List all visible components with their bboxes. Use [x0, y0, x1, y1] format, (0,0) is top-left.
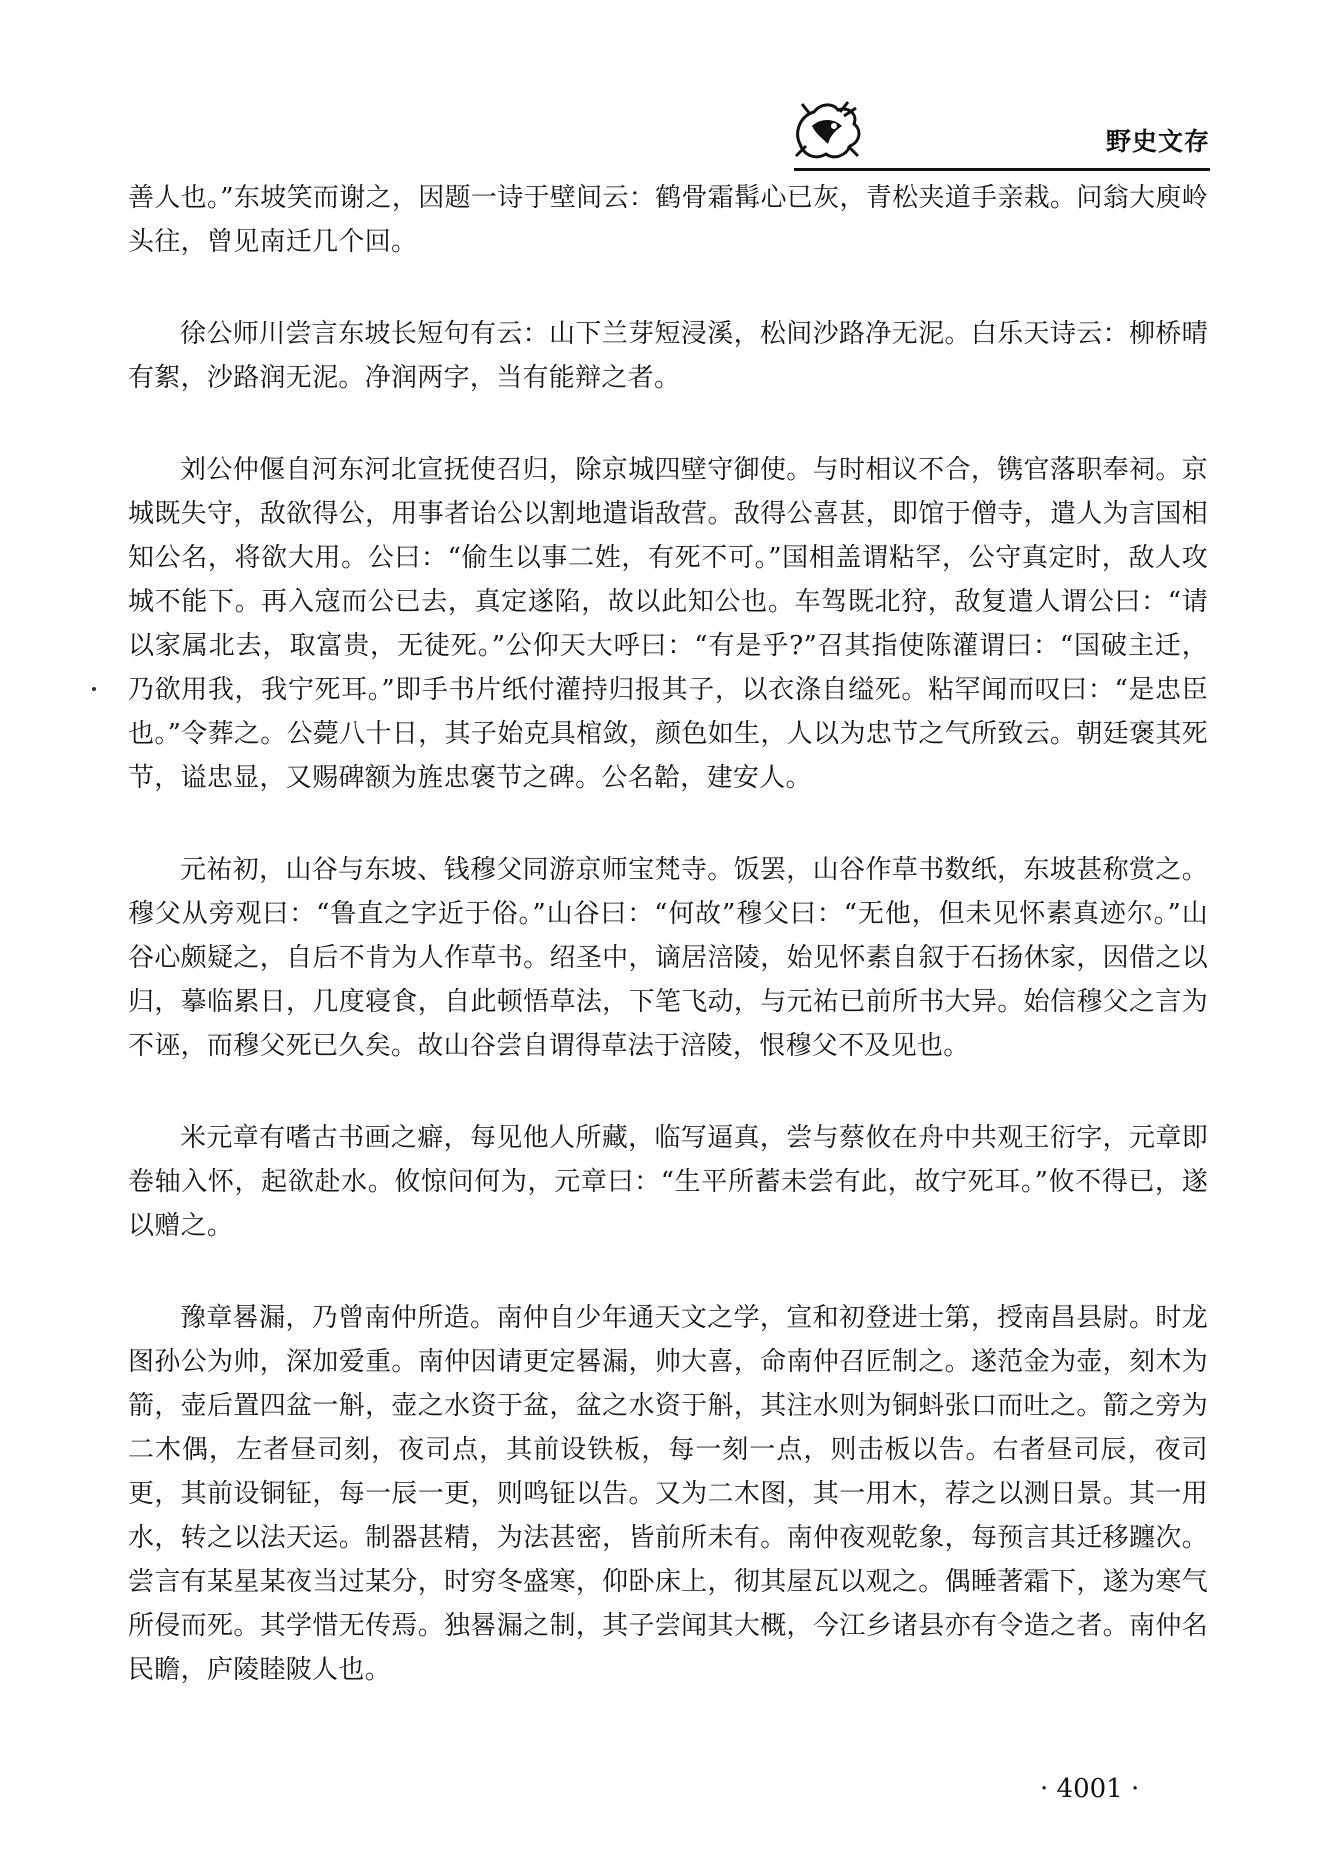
page-header: [790, 96, 1210, 186]
dragon-emblem-icon: [790, 96, 866, 166]
paragraph: 善人也。”东坡笑而谢之，因题一诗于壁间云：鹤骨霜髯心已灰，青松夹道手亲栽。问翁大庾岭头往，曾见南迁几个回。: [128, 183, 1208, 257]
stray-mark: [90, 685, 98, 693]
paragraph: 豫章晷漏，乃曾南仲所造。南仲自少年通天文之学，宣和初登进士第，授南昌县尉。时龙图孙公为帅，深加爱重。南仲因请更定晷漏，帅大喜，命南仲召匠制之。遂范金为壶，刻木为箭，壶后置四盆一斛，壶之水资于盆，盆之水资于斛，其注水则为铜蚪张口而吐之。箭之旁为二木偶，左者昼司刻，夜司点，其前设铁板，每一刻一点，则击板以告。右者昼司辰，夜司更，其前设铜钲，每一辰一更，则鸣钲以告。又为二木图，其一用木，荐之以测日景。其一用水，转之以法天运。制器甚精，为法甚密，皆前所未有。南仲夜观乾象，每预言其迁移躔次。尝言有某星某夜当过某分，时穷冬盛寒，仰卧床上，彻其屋瓦以观之。偶睡著霜下，遂为寒气所侵而死。其学惜无传焉。独晷漏之制，其子尝闻其大概，今江乡诸县亦有令造之者。南仲名民瞻，庐陵睦陂人也。: [128, 1303, 1208, 1685]
series-title: 野史文存: [1105, 127, 1210, 156]
paragraph: 元祐初，山谷与东坡、钱穆父同游京师宝梵寺。饭罢，山谷作草书数纸，东坡甚称赏之。穆父从旁观曰：“鲁直之字近于俗。”山谷曰：“何故”穆父曰：“无他，但未见怀素真迹尔。”山谷心颇疑之，自后不肯为人作草书。绍圣中，谪居涪陵，始见怀素自叙于石扬休家，因借之以归，摹临累日，几度寝食，自此顿悟草法，下笔飞动，与元祐已前所书大异。始信穆父之言为不诬，而穆父死已久矣。故山谷尝自谓得草法于涪陵，恨穆父不及见也。: [128, 855, 1208, 1061]
paragraph: 米元章有嗜古书画之癖，每见他人所藏，临写逼真，尝与蔡攸在舟中共观王衍字，元章即卷轴入怀，起欲赴水。攸惊问何为，元章曰：“生平所蓄未尝有此，故宁死耳。”攸不得已，遂以赠之。: [128, 1123, 1208, 1241]
page-number: · 4001 ·: [1040, 1774, 1140, 1804]
paragraph: 刘公仲偃自河东河北宣抚使召归，除京城四壁守御使。与时相议不合，镌官落职奉祠。京城既失守，敌欲得公，用事者诒公以割地遣诣敌营。敌得公喜甚，即馆于僧寺，遣人为言国相知公名，将欲大用。公曰：“偷生以事二姓，有死不可。”国相盖谓粘罕，公守真定时，敌人攻城不能下。再入寇而公已去，真定遂陷，故以此知公也。车驾既北狩，敌复遣人谓公曰：“请以家属北去，取富贵，无徒死。”公仰天大呼曰：“有是乎?”召其指使陈灌谓曰：“国破主迁，乃欲用我，我宁死耳。”即手书片纸付灌持归报其子，以衣涤自缢死。粘罕闻而叹曰：“是忠臣也。”令葬之。公薨八十日，其子始克具棺敛，颜色如生，人以为忠节之气所致云。朝廷褒其死节，谥忠显，又赐碑额为旌忠褒节之碑。公名韐，建安人。: [128, 455, 1208, 793]
paragraph: 徐公师川尝言东坡长短句有云：山下兰芽短浸溪，松间沙路净无泥。白乐天诗云：柳桥晴有絮，沙路润无泥。净润两字，当有能辩之者。: [128, 319, 1208, 393]
main-text: [128, 176, 1208, 1740]
header-rule: [794, 168, 1210, 171]
